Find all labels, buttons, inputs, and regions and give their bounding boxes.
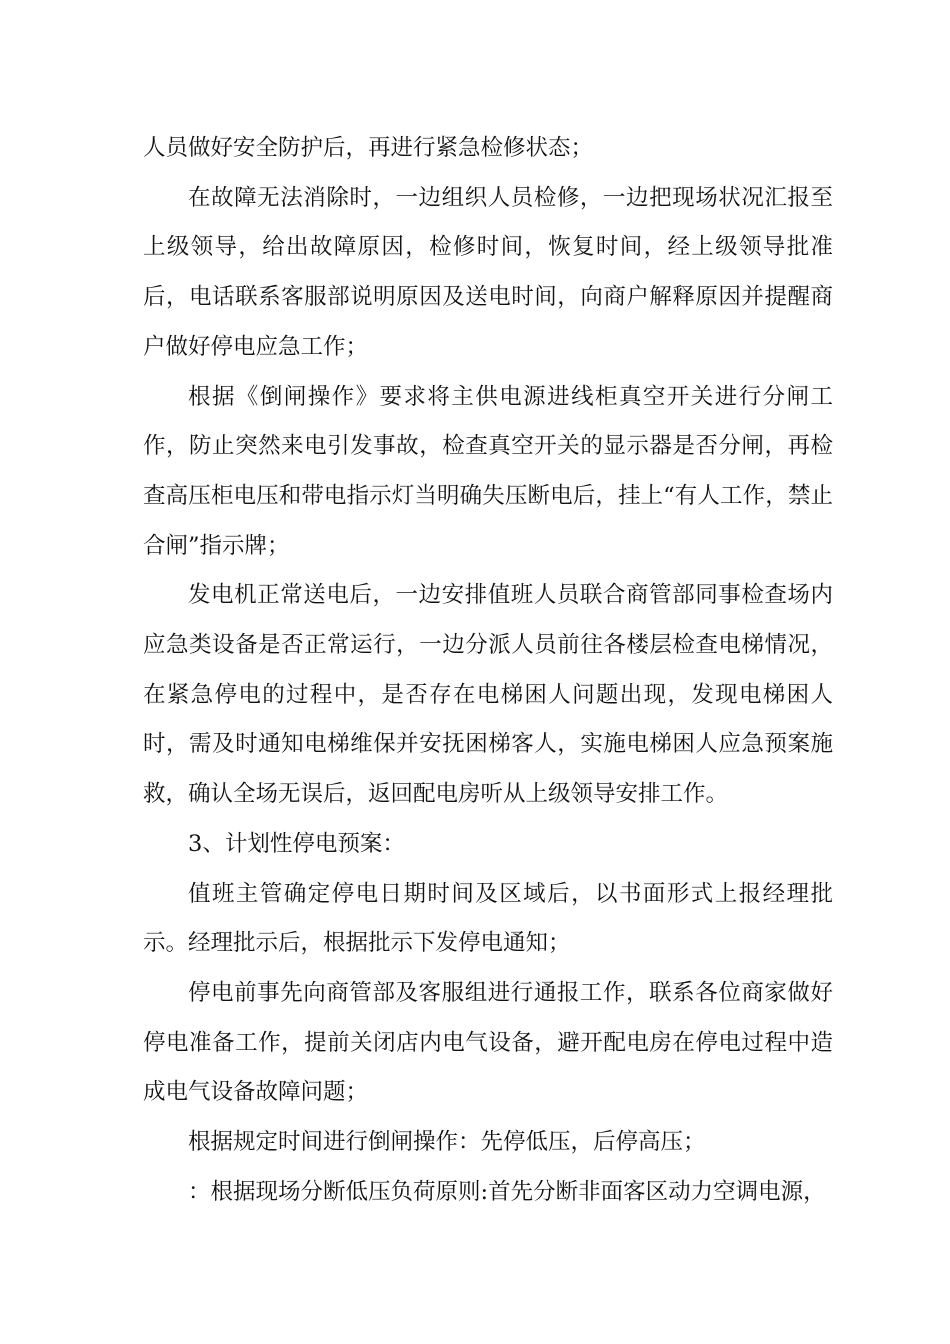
section-heading-planned-outage: 3、计划性停电预案： (188, 830, 405, 857)
paragraph-load-shedding: ：根据现场分断低压负荷原则:首先分断非面客区动力空调电源， (188, 1178, 826, 1205)
paragraph-fault-unresolved: 在故障无法消除时，一边组织人员检修，一边把现场状况汇报至上级领导，给出故障原因，检修时间，恢复时间，经上级领导批准后，电话联系客服部说明原因及送电时间，向商户解释原因并提醒商户做好停电应急工作； (143, 184, 833, 360)
paragraph-switching-operation: 根据《倒闸操作》要求将主供电源进线柜真空开关进行分闸工作，防止突然来电引发事故，检查真空开关的显示器是否分闸，再检查高压柜电压和带电指示灯当明确失压断电后，挂上“有人工作，禁止合闸”指示牌； (143, 383, 833, 559)
paragraph-outage-notification: 停电前事先向商管部及客服组进行通报工作，联系各位商家做好停电准备工作，提前关闭店内电气设备，避开配电房在停电过程中造成电气设备故障问题； (143, 979, 833, 1106)
paragraph-switching-sequence: 根据规定时间进行倒闸操作：先停低压，后停高压； (188, 1129, 706, 1156)
document-body (143, 124, 833, 1217)
paragraph-continuation: 人员做好安全防护后，再进行紧急检修状态； (143, 135, 594, 161)
paragraph-generator-power: 发电机正常送电后，一边安排值班人员联合商管部同事检查场内应急类设备是否正常运行，一边分派人员前往各楼层检查电梯情况，在紧急停电的过程中，是否存在电梯困人问题出现，发现电梯困人时，需及时通知电梯维保并安抚困梯客人，实施电梯困人应急预案施救，确认全场无误后，返回配电房听从上级领导安排工作。 (143, 582, 833, 808)
paragraph-outage-scheduling: 值班主管确定停电日期时间及区域后，以书面形式上报经理批示。经理批示后，根据批示下发停电通知； (143, 880, 833, 957)
